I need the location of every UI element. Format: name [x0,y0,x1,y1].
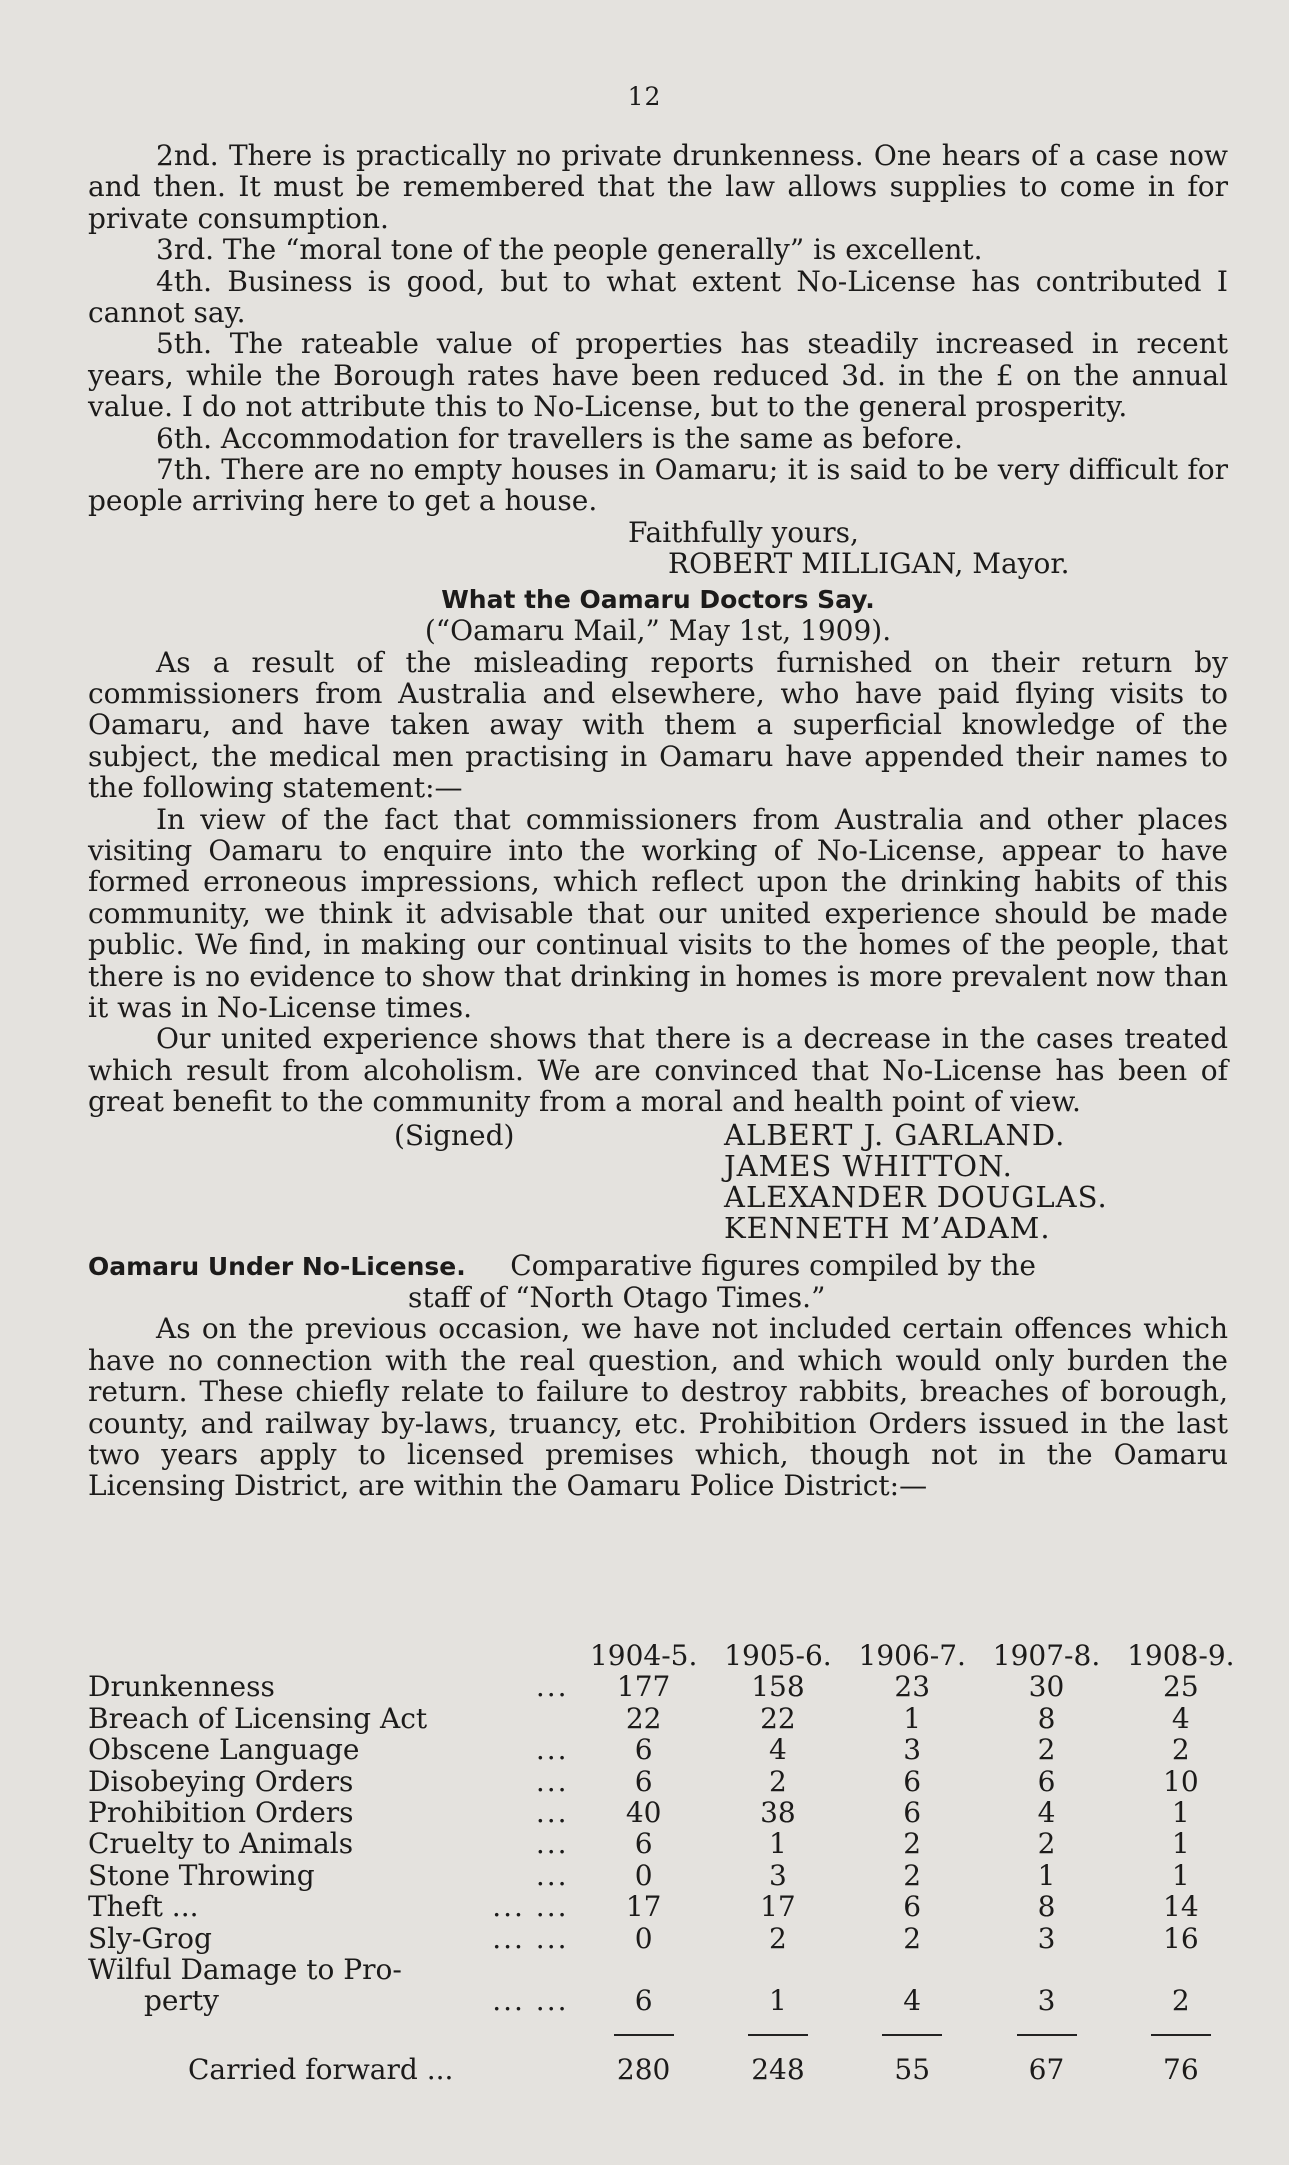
row-dots: ... [535,1733,569,1767]
table-cell: 22 [625,1701,662,1735]
row-dots: ... [535,1764,569,1798]
table-cell: 177 [616,1670,671,1704]
no-license-heading: Oamaru Under No-License. [88,1251,466,1281]
doctors-paragraph-3: Our united experience shows that there is a decrease in the cases treated which result from alcoholism. We are convinced that No-License has been of great benefit to the community from a moral and health point of view. [88,1022,1228,1119]
signatory: KENNETH M’ADAM. [724,1210,1051,1245]
doctors-paragraph-2: In view of the fact that commissioners from Australia and other places visiting Oamaru to enquire into the working of No-License, appear to have formed erroneous impressions, which reflect upon the drinking habits of this community, we think it advisable that our united experience should be made public. We find, in making our continual visits to the homes of the people, that there is no evidence to show that drinking in homes is more prevalent now than it was in No-License times. [88,802,1228,1024]
table-cell: 2 [769,1921,787,1955]
signed-label: (Signed) [394,1118,515,1152]
total-cell: 55 [894,2053,931,2087]
total-cell: 76 [1163,2053,1199,2087]
table-row [88,1734,1248,1765]
row-label: Theft ... [88,1890,199,1924]
total-label: Carried forward ... [188,2053,454,2087]
letter-point-5: 5th. The rateable value of properties has steadily increased in recent years, while the Borough rates have been reduced 3d. in the £ on the annual value. I do not attribute this to No-License, but to the general prosperity. [88,327,1228,424]
table-cell: 40 [625,1796,662,1830]
table-cell: 6 [634,1827,653,1861]
year-header: 1907-8. [992,1639,1101,1672]
row-dots: ... [535,1858,569,1892]
table-cell: 25 [1163,1670,1199,1704]
year-header: 1906-7. [858,1639,966,1672]
table-cell: 6 [903,1764,922,1798]
row-label: Breach of Licensing Act [88,1701,428,1735]
letter-point-3: 3rd. The “moral tone of the people generally” is excellent. [156,233,983,267]
table-cell: 4 [1171,1701,1190,1735]
table-cell: 6 [903,1890,922,1924]
page-number: 12 [627,82,662,111]
total-row [88,2048,1248,2085]
signatory-list [724,1117,1108,1245]
doctors-paragraph-1: As a result of the misleading reports furnished on their return by commissioners from Australia and elsewhere, who have paid flying visits to Oamaru, and have taken away with them a superficial knowledge of the subject, the medical men practising in Oamaru have appended their names to the following statement:— [88,645,1228,805]
letter-point-7: 7th. There are no empty houses in Oamaru; it is said to be very difficult for people arriving here to get a house. [88,453,1228,518]
total-cell: 248 [751,2053,805,2087]
mayor-letter [88,140,1228,1502]
table-cell: 17 [625,1890,662,1924]
row-label: Drunkenness [88,1670,275,1704]
table-cell: 17 [760,1890,796,1924]
row-label: Sly-Grog [88,1921,212,1955]
table-row [88,1797,1248,1828]
row-dots: ... ... [492,1890,569,1924]
row-label: Cruelty to Animals [88,1827,354,1861]
row-dots: ... ... [492,1984,569,2018]
year-header: 1904-5. [589,1639,698,1672]
total-cell: 280 [616,2053,671,2087]
letter-signature: ROBERT MILLIGAN, Mayor. [668,547,1070,581]
table-cell: 2 [903,1827,922,1861]
doctors-signatures [88,1117,1228,1245]
row-dots: ... [535,1670,569,1704]
table-row [88,1923,1248,1954]
doctors-source: (“Oamaru Mail,” May 1st, 1909). [424,614,892,648]
table-cell: 6 [634,1984,653,2018]
table-cell: 0 [634,1858,653,1892]
table-row [88,1891,1248,1922]
signatory: ALBERT J. GARLAND. [724,1117,1066,1152]
letter-point-2: 2nd. There is practically no private drunkenness. One hears of a case now and then. It must be remembered that the law allows supplies to come in for private consumption. [88,139,1228,235]
row-label: Prohibition Orders [88,1796,354,1830]
row-label: Obscene Language [88,1733,360,1767]
table-cell: 2 [1037,1733,1056,1767]
table-cell: 8 [1037,1701,1056,1735]
table-cell: 158 [751,1670,805,1704]
row-dots: ... [535,1827,569,1861]
row-label: Stone Throwing [88,1858,315,1892]
row-dots: ... [535,1796,569,1830]
table-row [88,1766,1248,1797]
row-label: Wilful Damage to Pro- [88,1953,402,1987]
table-row [88,1954,1248,1985]
table-row [88,1985,1248,2016]
table-cell: 1 [769,1827,787,1861]
total-rule [88,2017,1248,2048]
year-header: 1908-9. [1127,1639,1235,1672]
row-dots: ... ... [492,1921,569,1955]
table-row [88,1671,1248,1702]
no-license-paragraph: As on the previous occasion, we have not included certain offences which have no connection with the real question, and which would only burden the return. These chiefly relate to failure to destroy rabbits, breaches of borough, county, and railway by-laws, truancy, etc. Prohibition Orders issued in the last two years apply to licensed premises which, though not in the Oamaru Licensing District, are within the Oamaru Police District:— [88,1312,1228,1503]
table-cell: 3 [903,1733,922,1767]
table-cell: 6 [1037,1764,1056,1798]
no-license-intro-2: staff of “North Otago Times.” [408,1281,826,1314]
table-cell: 1 [1171,1858,1190,1892]
table-cell: 3 [1037,1921,1056,1955]
table-cell: 22 [760,1701,796,1735]
table-cell: 1 [1037,1858,1056,1892]
table-header-row [88,1640,1248,1671]
no-license-intro: Comparative figures compiled by the [510,1248,1036,1282]
row-label: Disobeying Orders [88,1764,354,1798]
table-cell: 8 [1037,1890,1056,1924]
table-cell: 1 [1171,1796,1190,1830]
total-cell: 67 [1028,2053,1065,2087]
table-cell: 4 [903,1984,922,2018]
offences-table [88,1640,1248,2086]
table-cell: 2 [903,1921,922,1955]
table-cell: 23 [894,1670,931,1704]
signatory: JAMES WHITTON. [724,1148,1013,1183]
table-row [88,1828,1248,1859]
letter-point-4: 4th. Business is good, but to what extent No-License has contributed I cannot say. [88,264,1228,330]
table-cell: 38 [760,1796,796,1830]
table-cell: 2 [903,1858,922,1892]
table-cell: 4 [769,1733,787,1767]
table-cell: 1 [903,1701,922,1735]
year-header: 1905-6. [724,1639,832,1672]
table-cell: 30 [1028,1670,1065,1704]
table-cell: 1 [1171,1827,1190,1861]
signatory: ALEXANDER DOUGLAS. [724,1179,1108,1214]
table-cell: 2 [1037,1827,1056,1861]
table-cell: 0 [634,1921,653,1955]
letter-closing: Faithfully yours, [628,515,859,549]
table-cell: 2 [769,1764,787,1798]
table-cell: 14 [1163,1890,1199,1924]
table-cell: 4 [1037,1796,1056,1830]
table-cell: 6 [634,1764,653,1798]
table-cell: 2 [1171,1984,1190,2018]
table-cell: 3 [769,1858,787,1892]
letter-point-6: 6th. Accommodation for travellers is the same as before. [156,421,963,455]
table-cell: 16 [1163,1921,1199,1955]
table-cell: 3 [1037,1984,1056,2018]
row-label: perty [144,1984,219,2018]
table-cell: 10 [1163,1764,1199,1798]
no-license-heading-line [88,1250,1228,1282]
table-row [88,1703,1248,1734]
doctors-heading: What the Oamaru Doctors Say. [441,584,875,614]
table-cell: 1 [769,1984,787,2018]
table-cell: 6 [634,1733,653,1767]
table-row [88,1860,1248,1891]
table-cell: 2 [1171,1733,1190,1767]
table-cell: 6 [903,1796,922,1830]
